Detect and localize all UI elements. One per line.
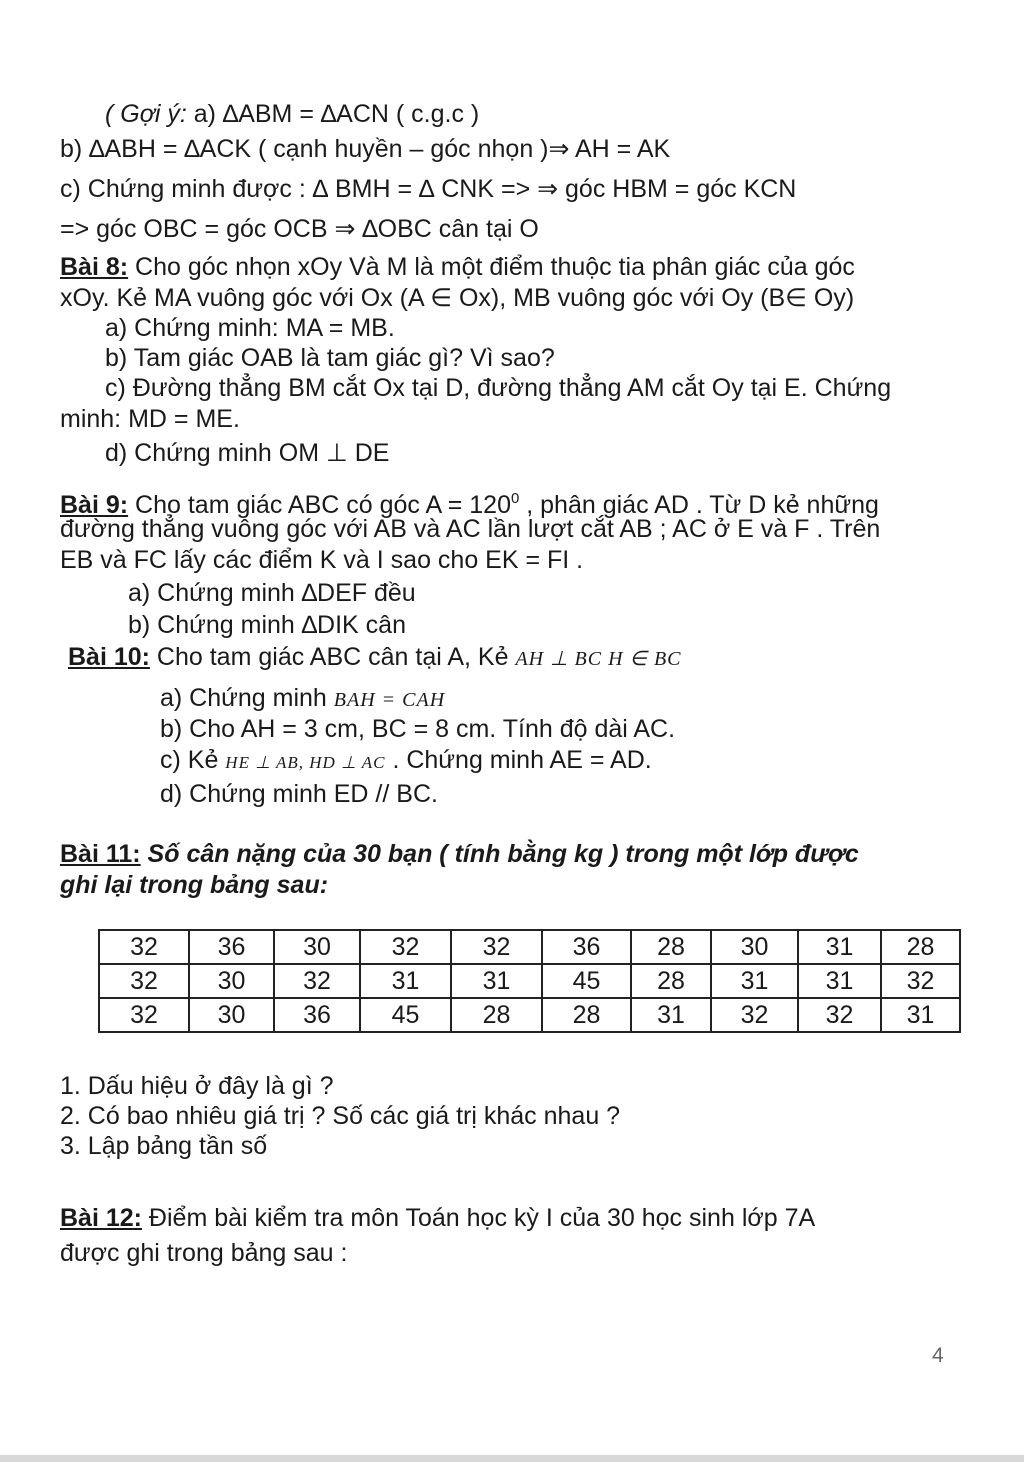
bai10-line1 xyxy=(68,642,682,674)
table-cell: 28 xyxy=(631,930,711,964)
table-cell: 45 xyxy=(542,964,631,998)
bai9-text1-pre: Cho tam giác ABC có góc A = 120 xyxy=(128,491,511,519)
weight-table xyxy=(98,929,961,1033)
table-cell: 30 xyxy=(189,998,274,1032)
bai11-q3: 3. Lập bảng tần số xyxy=(60,1132,268,1160)
bai9-text1-post: , phân giác AD . Từ D kẻ những xyxy=(519,491,879,519)
bai9-b: b) Chứng minh ∆DIK cân xyxy=(128,611,406,639)
bai10-math1: AH ⊥ BC H ∈ BC xyxy=(515,648,682,670)
table-cell: 31 xyxy=(881,998,960,1032)
table-cell: 45 xyxy=(360,998,451,1032)
table-row xyxy=(99,998,960,1032)
hint-label: ( Gợi ý: xyxy=(105,100,187,128)
bai8-b: b) Tam giác OAB là tam giác gì? Vì sao? xyxy=(105,344,555,372)
bai11-line2: ghi lại trong bảng sau: xyxy=(60,871,329,899)
table-cell: 32 xyxy=(881,964,960,998)
table-cell: 31 xyxy=(451,964,542,998)
table-cell: 36 xyxy=(274,998,360,1032)
table-row xyxy=(99,930,960,964)
bai10-a-text: a) Chứng minh xyxy=(160,684,334,712)
hint-line-b: b) ∆ABH = ∆ACK ( cạnh huyền – góc nhọn )⇒ AH = AK xyxy=(60,135,671,163)
table-cell: 32 xyxy=(451,930,542,964)
bai8-line1 xyxy=(60,252,855,282)
bai8-a: a) Chứng minh: MA = MB. xyxy=(105,314,395,342)
table-cell: 28 xyxy=(631,964,711,998)
hint-line-d: => góc OBC = góc OCB ⇒ ∆OBC cân tại O xyxy=(60,215,539,243)
table-cell: 36 xyxy=(542,930,631,964)
table-cell: 32 xyxy=(360,930,451,964)
hint-line-c: c) Chứng minh được : ∆ BMH = ∆ CNK => ⇒ góc HBM = góc KCN xyxy=(60,175,797,203)
bai9-a: a) Chứng minh ∆DEF đều xyxy=(128,579,416,607)
bai11-q1: 1. Dấu hiệu ở đây là gì ? xyxy=(60,1072,334,1100)
weight-table-body xyxy=(99,930,960,1032)
bai9-title: Bài 9: xyxy=(60,491,129,519)
table-cell: 32 xyxy=(99,964,189,998)
bai12-line1 xyxy=(60,1203,815,1233)
table-cell: 28 xyxy=(451,998,542,1032)
table-cell: 30 xyxy=(189,964,274,998)
bai10-c xyxy=(160,745,652,778)
bai10-d: d) Chứng minh ED // BC. xyxy=(160,780,438,808)
table-cell: 28 xyxy=(881,930,960,964)
bai10-b: b) Cho AH = 3 cm, BC = 8 cm. Tính độ dài AC. xyxy=(160,715,676,743)
bai8-d: d) Chứng minh OM ⊥ DE xyxy=(105,439,390,467)
table-cell: 31 xyxy=(631,998,711,1032)
table-cell: 28 xyxy=(542,998,631,1032)
table-cell: 30 xyxy=(274,930,360,964)
table-row xyxy=(99,964,960,998)
bai9-line2: đường thẳng vuông góc với AB và AC lần lượt cắt AB ; AC ở E và F . Trên xyxy=(60,515,881,543)
bai9-degree: 0 xyxy=(510,490,520,507)
bai10-c-math: HE ⊥ AB, HD ⊥ AC xyxy=(225,753,386,772)
page-number: 4 xyxy=(932,1344,944,1367)
bai10-title: Bài 10: xyxy=(68,643,150,671)
bai8-c2: minh: MD = ME. xyxy=(60,405,240,433)
bai12-text1: Điểm bài kiểm tra môn Toán học kỳ I của 30 học sinh lớp 7A xyxy=(141,1204,816,1232)
bai10-c-post: . Chứng minh AE = AD. xyxy=(385,746,652,774)
table-cell: 31 xyxy=(798,930,881,964)
bai10-a-math: BAH = CAH xyxy=(333,689,446,711)
table-cell: 32 xyxy=(99,998,189,1032)
bai8-title: Bài 8: xyxy=(60,253,129,281)
table-cell: 32 xyxy=(798,998,881,1032)
bai8-text1: Cho góc nhọn xOy Và M là một điểm thuộc tia phân giác của góc xyxy=(128,253,855,281)
table-cell: 31 xyxy=(711,964,798,998)
bai12-title: Bài 12: xyxy=(60,1204,142,1232)
bai9-line3: EB và FC lấy các điểm K và I sao cho EK = FI . xyxy=(60,546,584,574)
table-cell: 31 xyxy=(360,964,451,998)
bai11-text1: Số cân nặng của 30 bạn ( tính bằng kg ) trong một lớp được xyxy=(140,840,859,868)
table-cell: 30 xyxy=(711,930,798,964)
table-cell: 36 xyxy=(189,930,274,964)
bai11-line1 xyxy=(60,839,859,869)
bai11-q2: 2. Có bao nhiêu giá trị ? Số các giá trị khác nhau ? xyxy=(60,1102,621,1130)
page-bottom-edge xyxy=(0,1455,1024,1462)
hint-line-a xyxy=(105,99,479,129)
bai10-a xyxy=(160,683,445,715)
bai8-line2: xOy. Kẻ MA vuông góc với Ox (A ∈ Ox), MB vuông góc với Oy (B∈ Oy) xyxy=(60,284,855,312)
table-cell: 32 xyxy=(99,930,189,964)
hint-a: a) ∆ABM = ∆ACN ( c.g.c ) xyxy=(186,100,480,128)
bai10-c-text: c) Kẻ xyxy=(160,746,226,774)
table-cell: 32 xyxy=(711,998,798,1032)
table-cell: 31 xyxy=(798,964,881,998)
bai10-text1: Cho tam giác ABC cân tại A, Kẻ xyxy=(149,643,516,671)
bai8-c1: c) Đường thẳng BM cắt Ox tại D, đường thẳng AM cắt Oy tại E. Chứng xyxy=(105,374,892,402)
bai12-line2: được ghi trong bảng sau : xyxy=(60,1239,348,1267)
bai11-title: Bài 11: xyxy=(60,840,141,868)
table-cell: 32 xyxy=(274,964,360,998)
